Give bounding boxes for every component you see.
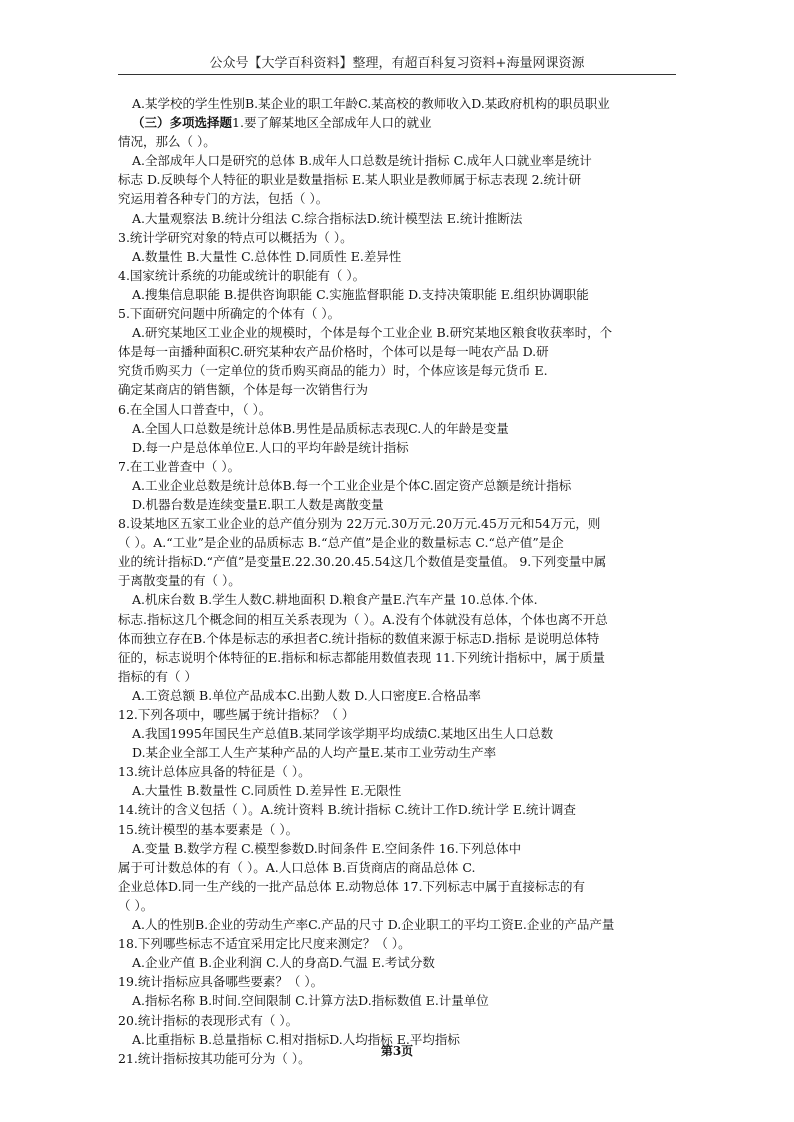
line-text: A.某学校的学生性别B.某企业的职工年龄C.某高校的教师收入D.某政府机构的职员职业: [132, 96, 610, 111]
text-line: [118, 610, 678, 629]
text-line: [118, 820, 678, 839]
line-text: 体而独立存在B.个体是标志的承担者C.统计指标的数值来源于标志D.指标 是说明总体特: [118, 630, 600, 646]
line-text: A.数量性 B.大量性 C.总体性 D.同质性 E.差异性: [132, 248, 402, 264]
line-text: 19.统计指标应具备哪些要素？（ ）。: [118, 974, 324, 990]
line-text: D.每一户是总体单位E.人口的平均年龄是统计指标: [132, 439, 409, 455]
line-text: 20.统计指标的表现形式有（ ）。: [118, 1012, 299, 1028]
text-line: [118, 132, 678, 151]
text-line: [118, 590, 678, 609]
text-line: [118, 304, 678, 323]
line-text: 12.下列各项中，哪些属于统计指标？（ ）: [118, 707, 355, 722]
text-line: [118, 419, 678, 438]
text-line: [118, 552, 678, 571]
page-header: 公众号【大学百科资料】整理，有超百科复习资料+海量网课资源: [209, 56, 585, 71]
text-line: [118, 877, 678, 896]
line-text: 企业总体D.同一生产线的一批产品总体 E.动物总体 17.下列标志中属于直接标志的有: [118, 878, 585, 894]
line-text: 标志.指标这几个概念间的相互关系表现为（ ）。A.没有个体就没有总体，个体也离不开总: [118, 611, 608, 627]
line-text: 7.在工业普查中（ ）。: [118, 458, 241, 474]
line-text: A.工业企业总数是统计总体B.每一个工业企业是个体C.固定资产总额是统计指标: [132, 477, 572, 493]
text-line: [118, 629, 678, 648]
text-line: [118, 800, 678, 819]
line-text: （ ）。: [118, 897, 154, 913]
text-line: [118, 247, 678, 266]
line-text: 于离散变量的有（ ）。: [118, 573, 241, 589]
text-line: [118, 762, 678, 781]
line-text: A.变量 B.数学方程 C.模型参数D.时间条件 E.空间条件 16.下列总体中: [132, 840, 522, 856]
text-line: [118, 266, 678, 285]
section-heading: （三）多项选择题: [132, 115, 233, 131]
line-text: 究货币购买力（一定单位的货币购买商品的能力）时，个体应该是每元货币 E.: [118, 363, 548, 379]
line-text: 4.国家统计系统的功能或统计的职能有（ ）。: [118, 267, 366, 283]
document-body: [118, 94, 678, 1068]
line-text: D.机器台数是连续变量E.职工人数是离散变量: [132, 496, 384, 512]
text-line: [118, 781, 678, 800]
text-line: [118, 438, 678, 457]
text-line: [118, 476, 678, 495]
line-text: A.全国人口总数是统计总体B.男性是品质标志表现C.人的年龄是变量: [132, 420, 509, 436]
text-line: [118, 495, 678, 514]
line-text: 18.下列哪些标志不适宜采用定比尺度来测定？（ ）。: [118, 936, 411, 952]
text-line: [118, 724, 678, 743]
text-line: [118, 285, 678, 304]
text-line: [118, 972, 678, 991]
line-text: 确定某商店的销售额，个体是每一次销售行为: [118, 382, 369, 398]
line-text: 征的，标志说明个体特征的E.指标和标志都能用数值表现 11.下列统计指标中，属于质量: [118, 649, 605, 665]
text-line: [118, 858, 678, 877]
text-line: [118, 839, 678, 858]
text-line: [118, 323, 678, 342]
line-text: A.全部成年人口是研究的总体 B.成年人口总数是统计指标 C.成年人口就业率是统计: [132, 153, 592, 169]
page-number: 第3页: [380, 1044, 414, 1058]
line-text: 究运用着各种专门的方法，包括（ ）。: [118, 191, 329, 207]
line-text: （ ）。A.“工业”是企业的品质标志 B.“总产值”是企业的数量标志 C.“总产值”是企: [118, 535, 564, 551]
line-text: 5.下面研究问题中所确定的个体有（ ）。: [118, 306, 341, 322]
line-text: 情况，那么（ ）。: [118, 134, 216, 150]
text-line: [118, 743, 678, 762]
line-text: D.某企业全部工人生产某种产品的人均产量E.某市工业劳动生产率: [132, 745, 497, 761]
text-line: [118, 686, 678, 705]
text-line: [118, 400, 678, 419]
line-text: 8.设某地区五家工业企业的总产值分别为 22万元.30万元.20万元.45万元和54万元，则: [118, 516, 601, 532]
text-line: [118, 151, 678, 170]
text-line: [118, 189, 678, 208]
text-line: [118, 915, 678, 934]
text-line: [118, 991, 678, 1010]
text-line: [118, 380, 678, 399]
text-line: [118, 1011, 678, 1030]
text-line: [118, 170, 678, 189]
line-text: A.比重指标 B.总量指标 C.相对指标D.人均指标 E.平均指标: [132, 1031, 460, 1047]
text-line: [118, 209, 678, 228]
line-text: A.机床台数 B.学生人数C.耕地面积 D.粮食产量E.汽车产量 10.总体.个体.: [132, 592, 538, 608]
text-line: [118, 934, 678, 953]
text-line: [118, 667, 678, 686]
line-text: 3.统计学研究对象的特点可以概括为（ ）。: [118, 229, 353, 245]
line-text: 体是每一亩播种面积C.研究某种农产品价格时，个体可以是每一吨农产品 D.研: [118, 344, 549, 360]
text-line: [118, 113, 678, 132]
text-line: [118, 533, 678, 552]
line-text: A.搜集信息职能 B.提供咨询职能 C.实施监督职能 D.支持决策职能 E.组织协调职能: [132, 286, 589, 302]
text-line: [118, 342, 678, 361]
line-text: A.我国1995年国民生产总值B.某同学该学期平均成绩C.某地区出生人口总数: [132, 726, 554, 742]
line-text: A.企业产值 B.企业利润 C.人的身高D.气温 E.考试分数: [132, 955, 435, 971]
line-text: 属于可计数总体的有（ ）。A.人口总体 B.百货商店的商品总体 C.: [118, 859, 476, 875]
line-text: A.工资总额 B.单位产品成本C.出勤人数 D.人口密度E.合格品率: [132, 687, 481, 703]
line-text: 14.统计的含义包括（ ）。A.统计资料 B.统计指标 C.统计工作D.统计学 E.统计调查: [118, 802, 576, 818]
text-line: [118, 94, 678, 113]
line-text: 标志 D.反映每个人特征的职业是数量指标 E.某人职业是教师属于标志表现 2.统计研: [118, 172, 581, 188]
line-text: A.大量性 B.数量性 C.同质性 D.差异性 E.无限性: [132, 783, 402, 799]
line-text: 21.统计指标按其功能可分为（ ）。: [118, 1050, 311, 1066]
line-text: 15.统计模型的基本要素是（ ）。: [118, 821, 299, 837]
text-line: [118, 953, 678, 972]
line-text: A.大量观察法 B.统计分组法 C.综合指标法D.统计模型法 E.统计推断法: [132, 210, 523, 226]
text-line: [118, 571, 678, 590]
text-line: [118, 457, 678, 476]
line-text: A.研究某地区工业企业的规模时，个体是每个工业企业 B.研究某地区粮食收获率时，个: [132, 325, 613, 341]
line-text: 指标的有（ ）: [118, 668, 197, 684]
header-rule: [118, 74, 676, 75]
line-text: 1.要了解某地区全部成年人口的就业: [232, 115, 432, 131]
line-text: A.指标名称 B.时间.空间限制 C.计算方法D.指标数值 E.计量单位: [132, 993, 489, 1009]
line-text: 13.统计总体应具备的特征是（ ）。: [118, 764, 311, 780]
text-line: [118, 896, 678, 915]
text-line: [118, 228, 678, 247]
line-text: 6.在全国人口普查中，（ ）。: [118, 401, 272, 417]
line-text: 业的统计指标D.“产值”是变量E.22.30.20.45.54这几个数值是变量值。 9.下列变量中属: [118, 554, 607, 570]
text-line: [118, 648, 678, 667]
text-line: [118, 705, 678, 724]
line-text: A.人的性别B.企业的劳动生产率C.产品的尺寸 D.企业职工的平均工资E.企业的产品产量: [132, 917, 615, 933]
text-line: [118, 514, 678, 533]
text-line: [118, 361, 678, 380]
